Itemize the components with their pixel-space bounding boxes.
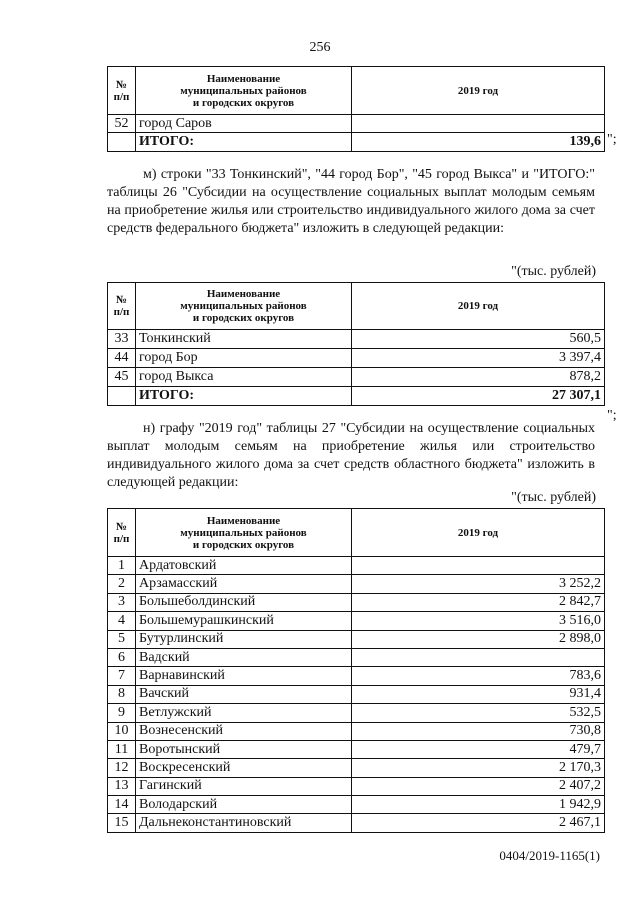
table-row [108,704,605,722]
row-value: 3 252,2 [352,575,605,593]
header-num: № п/п [108,509,136,557]
row-number: 3 [108,593,136,611]
row-value: 931,4 [352,685,605,703]
row-value: 1 942,9 [352,796,605,814]
row-name: Большеболдинский [136,593,352,611]
row-number: 10 [108,722,136,740]
row-value: 532,5 [352,704,605,722]
row-value: 2 842,7 [352,593,605,611]
row-value: 3 397,4 [352,349,605,368]
row-value: 3 516,0 [352,612,605,630]
row-number: 44 [108,349,136,368]
row-name: Арзамасский [136,575,352,593]
row-name: город Выкса [136,368,352,387]
unit-label: "(тыс. рублей) [511,264,596,279]
table-row [108,575,605,593]
header-num: № п/п [108,283,136,330]
table-row [108,648,605,666]
table-row [108,330,605,349]
row-value: 2 898,0 [352,630,605,648]
row-name: Варнавинский [136,667,352,685]
row-name: Вознесенский [136,722,352,740]
total-row [108,133,605,152]
row-value [352,557,605,575]
row-number: 52 [108,115,136,133]
row-name: Вадский [136,648,352,666]
row-number: 5 [108,630,136,648]
table-row [108,777,605,795]
row-name: Вачский [136,685,352,703]
table-row [108,740,605,758]
row-number: 2 [108,575,136,593]
row-name: Бутурлинский [136,630,352,648]
row-number: 14 [108,796,136,814]
header-name: Наименование муниципальных районов и городских округов [136,67,352,115]
table-row [108,759,605,777]
row-number: 11 [108,740,136,758]
row-number: 7 [108,667,136,685]
unit-label: "(тыс. рублей) [511,490,596,505]
table-row [108,612,605,630]
row-name: Дальнеконстантиновский [136,814,352,832]
row-value: 730,8 [352,722,605,740]
total-value: 139,6 [352,133,605,152]
header-num: № п/п [108,67,136,115]
table-3 [107,508,605,833]
header-year: 2019 год [352,67,605,115]
total-label: ИТОГО: [136,133,352,152]
row-number: 15 [108,814,136,832]
row-value [352,648,605,666]
header-year: 2019 год [352,283,605,330]
end-quote: "; [607,132,617,147]
table-row [108,368,605,387]
table-row [108,115,605,133]
header-year: 2019 год [352,509,605,557]
header-name: Наименование муниципальных районов и городских округов [136,509,352,557]
table-header [108,283,605,330]
table-row [108,557,605,575]
row-number: 45 [108,368,136,387]
row-value: 878,2 [352,368,605,387]
row-number: 4 [108,612,136,630]
row-value: 783,6 [352,667,605,685]
paragraph-m: м) строки "33 Тонкинский", "44 город Бор", "45 город Выкса" и "ИТОГО:" таблицы 26 "Субсидии на осуществление социальных выплат молодым семьям на приобретение жилья или строительство индивидуального жилого дома за счет средств федерального бюджета" изложить в следующей редакции: [107,167,595,236]
row-number: 1 [108,557,136,575]
table-row [108,630,605,648]
table-header [108,509,605,557]
row-value [352,115,605,133]
table-row [108,685,605,703]
row-name: Воротынский [136,740,352,758]
row-name: Ветлужский [136,704,352,722]
row-name: Тонкинский [136,330,352,349]
row-number: 33 [108,330,136,349]
table-row [108,796,605,814]
total-row [108,387,605,406]
table-row [108,722,605,740]
paragraph-n: н) графу "2019 год" таблицы 27 "Субсидии на осуществление социальных выплат молодым семьям на приобретение жилья или строительство индивидуального жилого дома за счет средств областного бюджета" изложить в следующей редакции: [107,421,595,490]
row-name: Воскресенский [136,759,352,777]
header-name: Наименование муниципальных районов и городских округов [136,283,352,330]
row-number: 13 [108,777,136,795]
row-name: Гагинский [136,777,352,795]
row-name: Ардатовский [136,557,352,575]
table-2 [107,282,605,406]
table-row [108,814,605,832]
table-row [108,593,605,611]
row-value: 2 467,1 [352,814,605,832]
table-1 [107,66,605,152]
document-id: 0404/2019-1165(1) [499,848,600,863]
row-number: 9 [108,704,136,722]
page-number: 256 [309,40,331,55]
row-value: 560,5 [352,330,605,349]
row-number: 12 [108,759,136,777]
row-number: 6 [108,648,136,666]
row-value: 2 407,2 [352,777,605,795]
row-number: 8 [108,685,136,703]
table-row [108,349,605,368]
total-label: ИТОГО: [136,387,352,406]
table-row [108,667,605,685]
row-name: город Саров [136,115,352,133]
table-header [108,67,605,115]
end-quote: "; [607,408,617,423]
row-name: Большемурашкинский [136,612,352,630]
row-value: 2 170,3 [352,759,605,777]
row-name: Володарский [136,796,352,814]
total-value: 27 307,1 [352,387,605,406]
row-name: город Бор [136,349,352,368]
row-value: 479,7 [352,740,605,758]
